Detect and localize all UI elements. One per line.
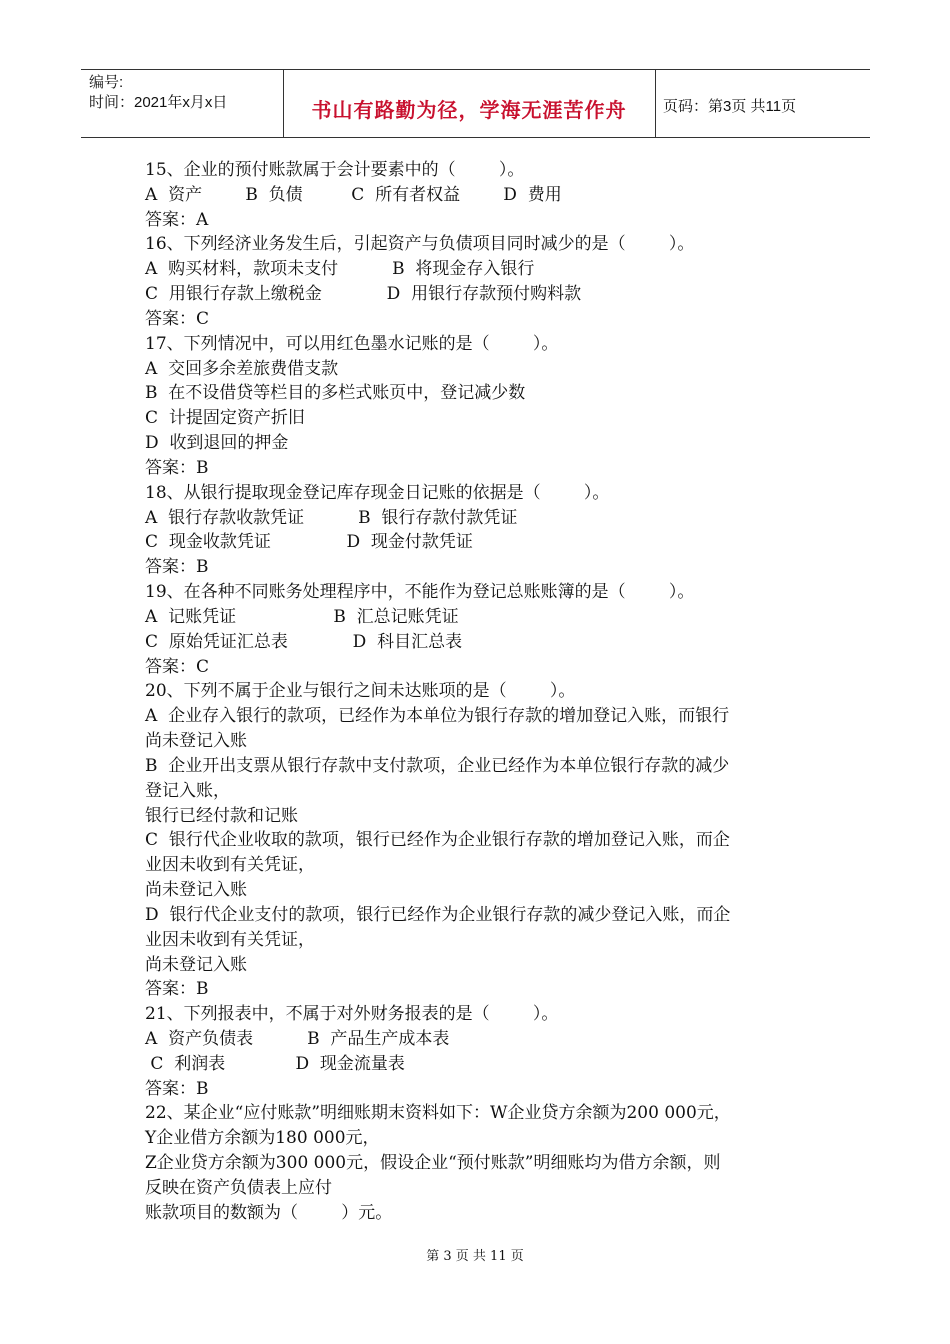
text-line: 21、下列报表中，不属于对外财务报表的是（ ）。: [145, 1004, 559, 1025]
doc-id-label: 编号:: [89, 74, 124, 91]
text-line: A 记账凭证 B 汇总记账凭证: [145, 606, 459, 627]
text-line: Y企业借方余额为180 000元，: [145, 1128, 380, 1149]
text-line: Z企业贷方余额为300 000元，假设企业“预付账款”明细账均为借方余额，则: [145, 1153, 721, 1174]
doc-time-label: 时间：2021年x月x日: [89, 94, 228, 111]
text-line: 15、企业的预付账款属于会计要素中的（ ）。: [145, 160, 525, 180]
text-line: 22、某企业“应付账款”明细账期末资料如下：W企业贷方余额为200 000元，: [145, 1103, 731, 1124]
header-motto-cell: [283, 70, 656, 137]
answer-line: 答案：B: [145, 1078, 209, 1099]
text-line: C 银行代企业收取的款项，银行已经作为企业银行存款的增加登记入账，而企: [145, 830, 730, 851]
header-motto: 书山有路勤为径，学海无涯苦作舟: [311, 100, 627, 122]
text-line: 业因未收到有关凭证，: [145, 855, 315, 876]
text-line: 银行已经付款和记账: [145, 805, 298, 826]
text-line: A 资产 B 负债 C 所有者权益 D 费用: [145, 184, 562, 205]
text-line: A 企业存入银行的款项，已经作为本单位为银行存款的增加登记入账，而银行: [145, 706, 730, 727]
header-page-cell: [655, 70, 870, 137]
text-line: 18、从银行提取现金登记库存现金日记账的依据是（ ）。: [145, 482, 610, 503]
text-line: 16、下列经济业务发生后，引起资产与负债项目同时减少的是（ ）。: [145, 234, 695, 255]
text-line: 20、下列不属于企业与银行之间未达账项的是（ ）。: [145, 681, 576, 702]
answer-line: 答案：B: [145, 979, 209, 1000]
header-page-info: 页码：第3页 共11页: [663, 98, 797, 115]
text-line: C 现金收款凭证 D 现金付款凭证: [145, 532, 473, 553]
text-line: B 在不设借贷等栏目的多栏式账页中，登记减少数: [145, 383, 526, 404]
text-line: A 资产负债表 B 产品生产成本表: [145, 1028, 450, 1049]
text-line: 业因未收到有关凭证，: [145, 929, 315, 950]
text-line: 尚未登记入账: [145, 880, 247, 901]
answer-line: 答案：C: [145, 308, 210, 329]
text-line: C 计提固定资产折旧: [145, 408, 305, 429]
text-line: 账款项目的数额为（ ）元。: [145, 1202, 393, 1223]
text-line: 尚未登记入账: [145, 731, 247, 752]
text-line: 17、下列情况中，可以用红色墨水记账的是（ ）。: [145, 333, 559, 354]
text-line: 尚未登记入账: [145, 954, 247, 975]
text-line: 19、在各种不同账务处理程序中，不能作为登记总账账簿的是（ ）。: [145, 582, 695, 603]
page-footer: 第 3 页 共 11 页: [426, 1249, 524, 1264]
header-meta-cell: [81, 70, 284, 137]
text-line: C 原始凭证汇总表 D 科目汇总表: [145, 631, 463, 652]
text-line: A 交回多余差旅费借支款: [145, 358, 339, 379]
answer-line: 答案：C: [145, 656, 210, 677]
answer-line: 答案：B: [145, 557, 209, 578]
text-line: B 企业开出支票从银行存款中支付款项，企业已经作为本单位银行存款的减少: [145, 755, 730, 776]
answer-line: 答案：A: [145, 209, 209, 230]
answer-line: 答案：B: [145, 457, 209, 478]
text-line: A 购买材料，款项未支付 B 将现金存入银行: [145, 259, 535, 280]
text-line: 反映在资产负债表上应付: [145, 1177, 332, 1198]
text-line: D 收到退回的押金: [145, 433, 289, 454]
text-line: 登记入账，: [145, 780, 230, 801]
text-line: D 银行代企业支付的款项，银行已经作为企业银行存款的减少登记入账，而企: [145, 904, 731, 925]
text-line: C 用银行存款上缴税金 D 用银行存款预付购料款: [145, 284, 582, 305]
page-header: [81, 69, 870, 138]
document-body: [145, 158, 825, 1226]
text-line: C 利润表 D 现金流量表: [145, 1053, 405, 1074]
text-line: A 银行存款收款凭证 B 银行存款付款凭证: [145, 507, 518, 528]
